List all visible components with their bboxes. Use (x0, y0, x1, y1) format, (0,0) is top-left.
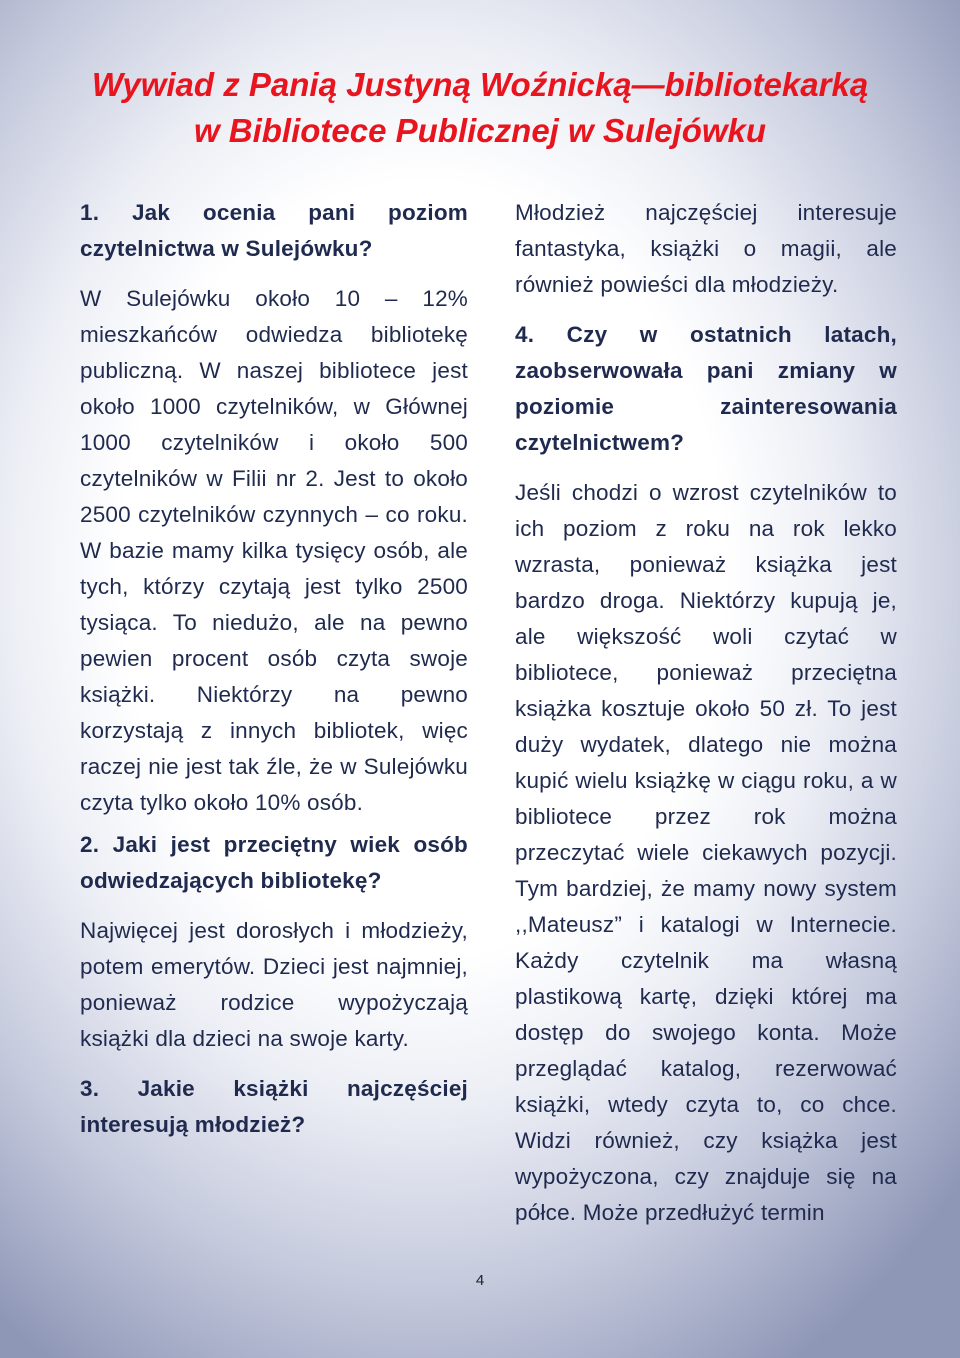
question-4: 4. Czy w ostatnich latach, zaobserwowała pani zmiany w poziomie zainteresowania czytelnictwem? (515, 322, 897, 455)
left-column (80, 195, 468, 1143)
answer-3: Młodzież najczęściej interesuje fantastyka, książki o magii, ale również powieści dla młodzieży. (515, 200, 897, 297)
question-3: 3. Jakie książki najczęściej interesują młodzież? (80, 1076, 468, 1137)
answer-2: Najwięcej jest dorosłych i młodzieży, potem emerytów. Dzieci jest najmniej, ponieważ rodzice wypożyczają książki dla dzieci na swoje karty. (80, 918, 468, 1051)
answer-4: Jeśli chodzi o wzrost czytelników to ich poziom z roku na rok lekko wzrasta, ponieważ książka jest bardzo droga. Niektórzy kupują je, ale większość woli czytać w bibliotece, ponieważ przeciętna książka kosztuje około 50 zł. To jest duży wydatek, dlatego nie można kupić wielu książkę w ciągu roku, a w bibliotece przez rok można przeczytać wiele ciekawych pozycji. Tym bardziej, że mamy nowy system ,,Mateusz” i katalogi w Internecie. Każdy czytelnik ma własną plastikową kartę, dzięki której ma dostęp do swojego konta. Może przeglądać katalog, rezerwować książki, wtedy czyta to, co chce. Widzi również, czy książka jest wypożyczona, czy znajduje się na półce. Może przedłużyć termin (515, 480, 897, 1225)
title-line-1: Wywiad z Panią Justyną Woźnicką—bibliotekarką (91, 66, 869, 103)
answer-1: W Sulejówku około 10 – 12% mieszkańców odwiedza bibliotekę publiczną. W naszej bibliotece jest około 1000 czytelników, w Głównej 1000 czytelników i około 500 czytelników w Filii nr 2. Jest to około 2500 czytelników czynnych – co roku. W bazie mamy kilka tysięcy osób, ale tych, którzy czytają jest tylko 2500 tysiąca. To niedużo, ale na pewno pewien procent osób czyta swoje książki. Niektórzy na pewno korzystają z innych bibliotek, więc raczej nie jest tak źle, że w Sulejówku czyta tylko około 10% osób. (80, 286, 468, 815)
page-number: 4 (475, 1272, 485, 1289)
right-column (515, 195, 897, 1231)
question-1: 1. Jak ocenia pani poziom czytelnictwa w Sulejówku? (80, 200, 468, 261)
title-line-2: w Bibliotece Publicznej w Sulejówku (193, 112, 767, 149)
question-2: 2. Jaki jest przeciętny wiek osób odwiedzających bibliotekę? (80, 832, 468, 893)
article-title (40, 62, 920, 154)
